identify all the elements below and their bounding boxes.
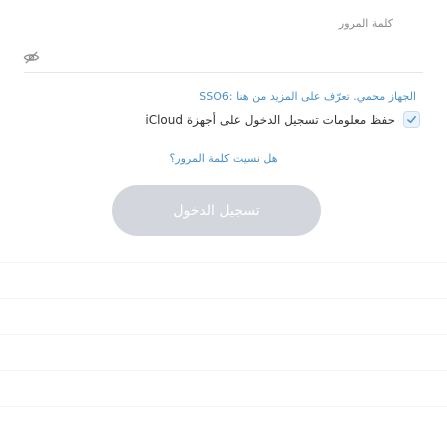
background-divider [0,298,447,299]
background-divider [0,406,447,407]
password-label: كلمة المرور [338,17,393,30]
eye-slash-icon[interactable] [23,49,40,66]
save-icloud-checkbox[interactable] [403,111,420,128]
forgot-password-link[interactable]: هل نسيت كلمة المرور؟ [169,152,278,165]
checkmark-icon [406,114,417,125]
background-divider [0,262,447,263]
background-divider [0,370,447,371]
login-button-label: تسجيل الدخول [173,202,260,219]
security-hint-text[interactable]: الجهاز محمي. تعرّف على المزيد من هنا :SSO6 [199,90,416,103]
login-button[interactable] [112,185,321,236]
password-field-divider [24,72,423,73]
background-divider [0,334,447,335]
save-icloud-label: حفظ معلومات تسجيل الدخول على أجهزة iCloud [145,112,395,127]
save-icloud-row[interactable] [145,111,420,128]
